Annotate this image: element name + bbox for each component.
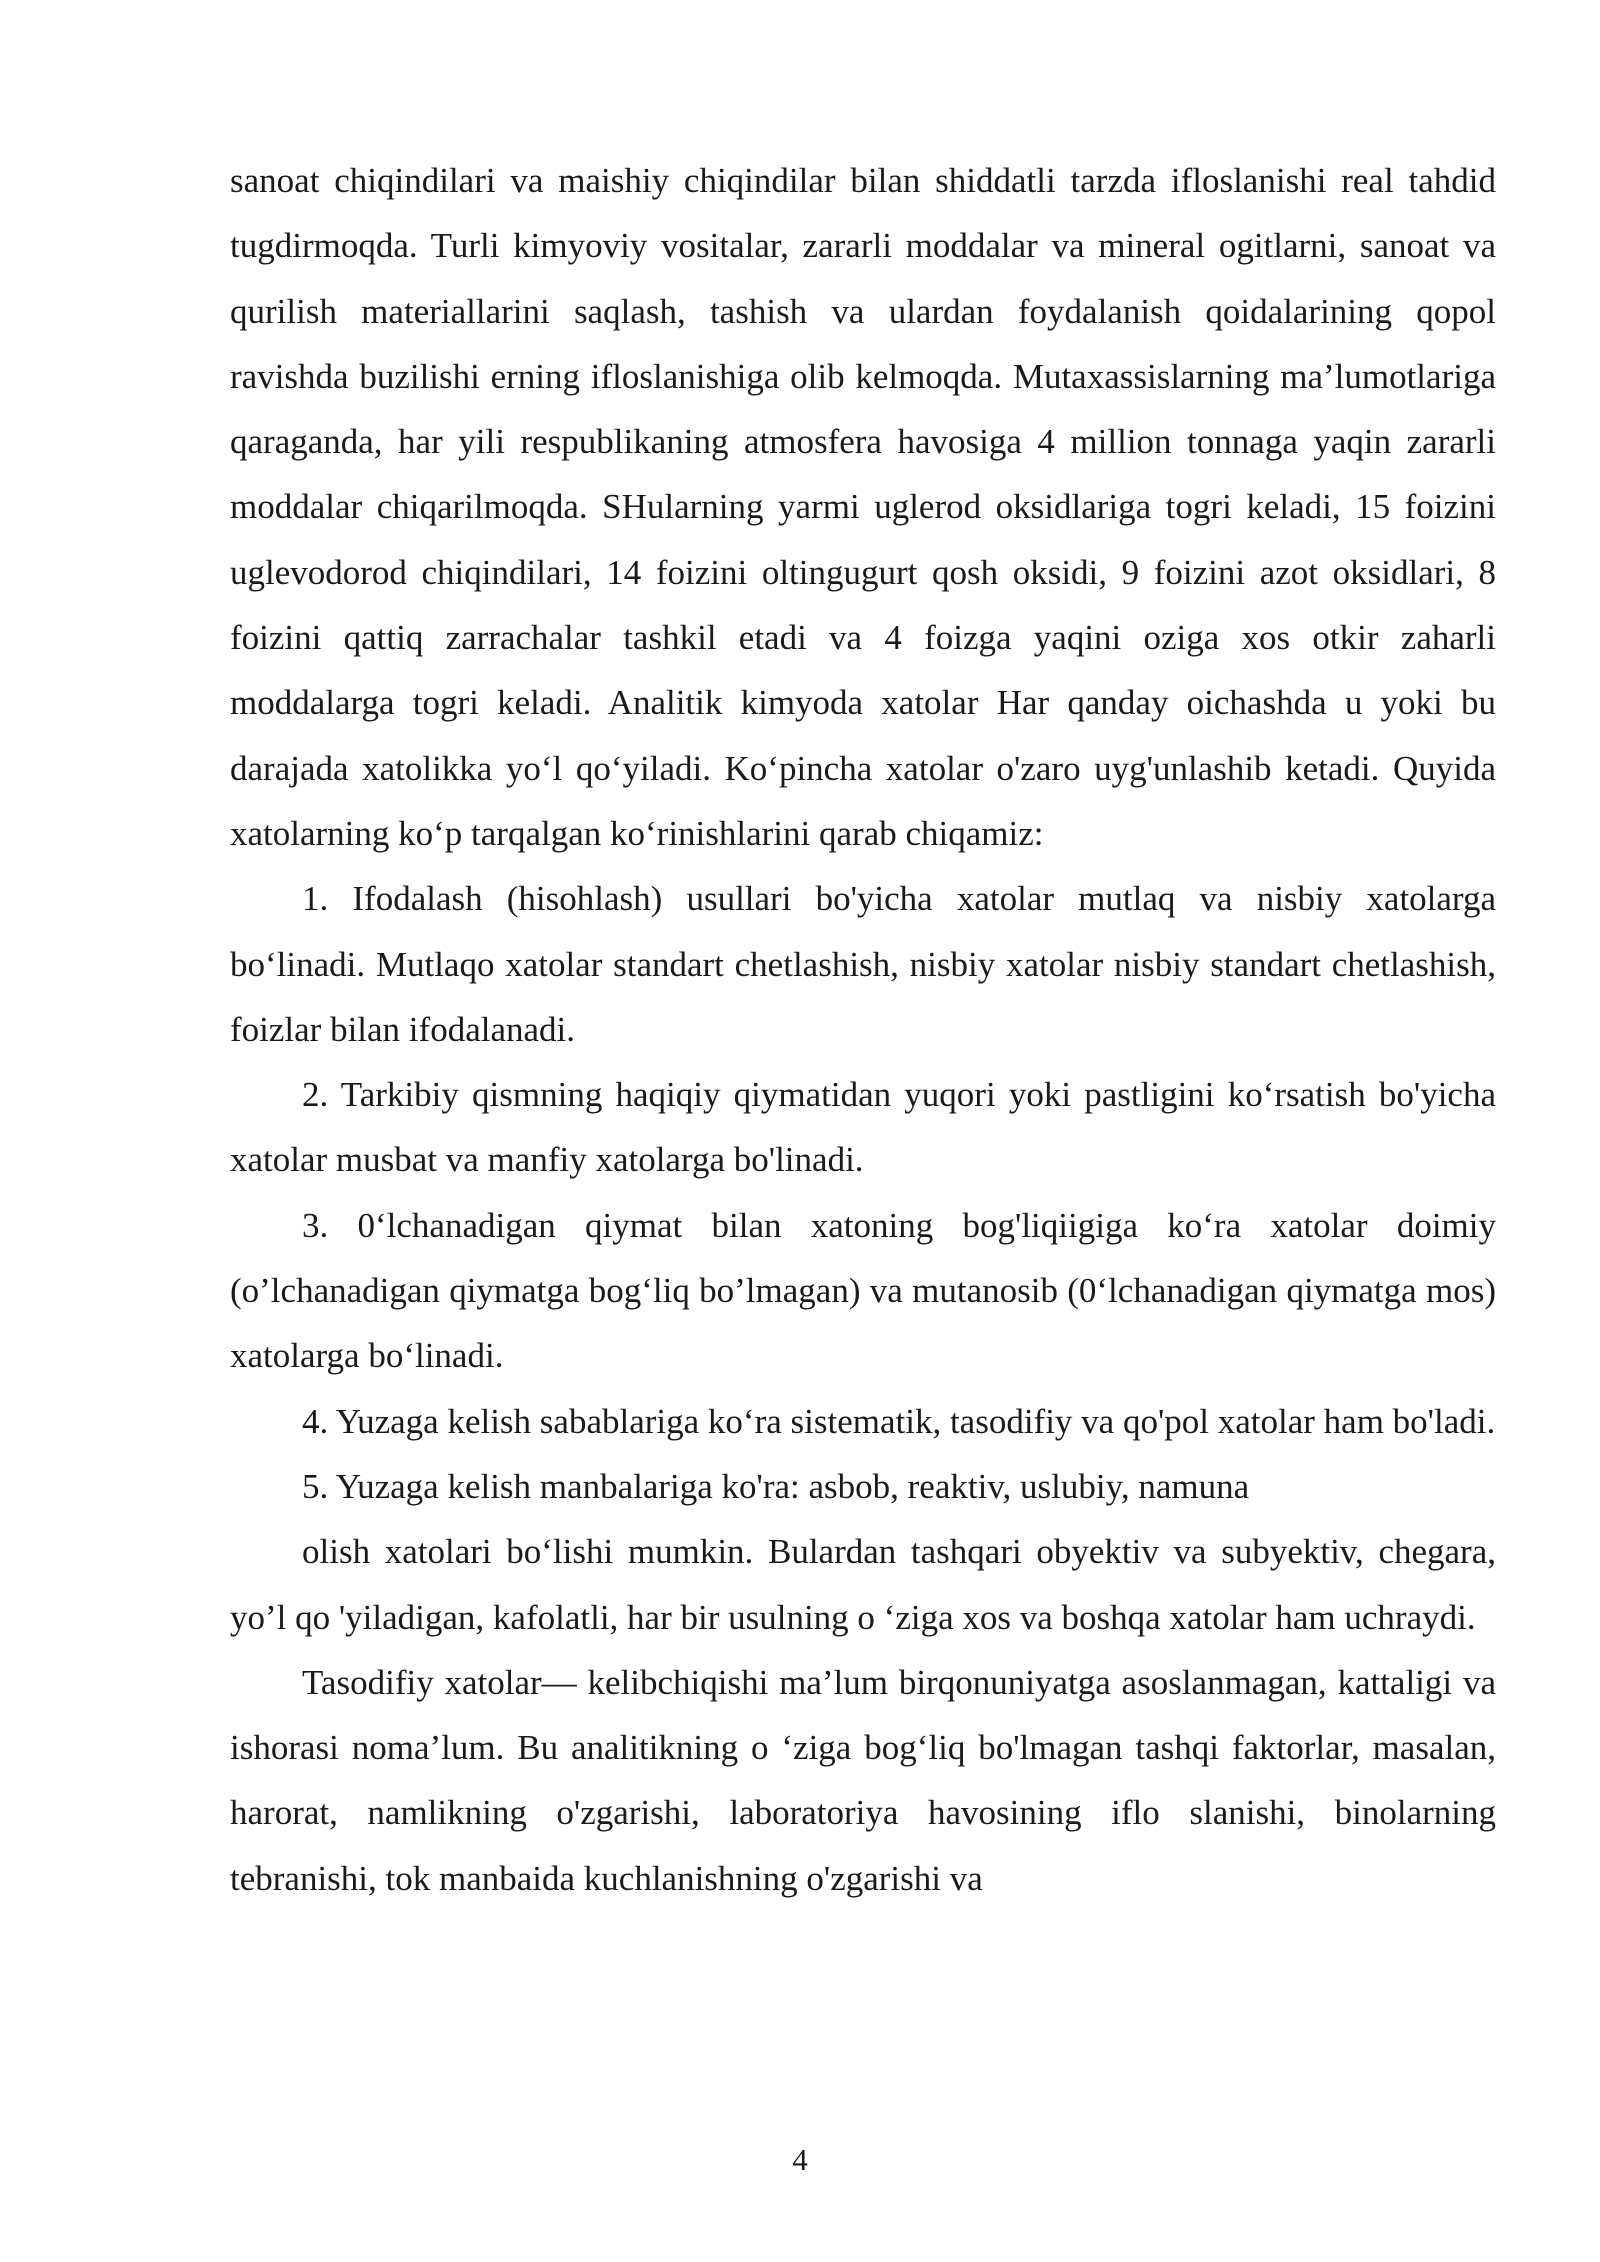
paragraph-random-errors: Tasodifiy xatolar— kelibchiqishi ma’lum birqonuniyatga asoslanmagan, kattaligi va ishorasi noma’lum. Bu analitikning o ‘ziga bog‘liq bo'lmagan tashqi faktorlar, masalan, harorat, namlikning o'zgarishi, laboratoriya havosining iflo slanishi, binolarning tebranishi, tok manbaida kuchlanishning o'zgarishi va bbox=[230, 1662, 1496, 1898]
list-item-4-cause-errors: 4. Yuzaga kelish sabablariga ko‘ra sistematik, tasodifiy va qo'pol xatolar ham bo'ladi. bbox=[302, 1401, 1496, 1441]
list-item-5-source-errors: 5. Yuzaga kelish manbalariga ko'ra: asbob, reaktiv, uslubiy, namuna bbox=[302, 1466, 1250, 1506]
paragraph-pollution-and-errors-intro: sanoat chiqindilari va maishiy chiqindilar bilan shiddatli tarzda ifloslanishi real tahdid tugdirmoqda. Turli kimyoviy vositalar, zararli moddalar va mineral ogitlarni, sanoat va qurilish materiallarini saqlash, tashish va ulardan foydalanish qoidalarining qopol ravishda buzilishi erning ifloslanishiga olib kelmoqda. Mutaxassislarning ma’lumotlariga qaraganda, har yili respublikaning atmosfera havosiga 4 million tonnaga yaqin zararli moddalar chiqarilmoqda. SHularning yarmi uglerod oksidlariga togri keladi, 15 foizini uglevodorod chiqindilari, 14 foizini oltingugurt qosh oksidi, 9 foizini azot oksidlari, 8 foizini qattiq zarrachalar tashkil etadi va 4 foizga yaqini oziga xos otkir zaharli moddalarga togri keladi. Analitik kimyoda xatolar Har qanday oichashda u yoki bu darajada xatolikka yo‘l qo‘yiladi. Ko‘pincha xatolar o'zaro uyg'unlashib ketadi. Quyida xatolarning ko‘p tarqalgan ko‘rinishlarini qarab chiqamiz: bbox=[230, 161, 1496, 853]
list-item-2-sign-errors: 2. Tarkibiy qismning haqiqiy qiymatidan yuqori yoki pastligini ko‘rsatish bo'yicha xatolar musbat va manfiy xatolarga bo'linadi. bbox=[230, 1075, 1496, 1180]
body-text bbox=[230, 148, 1496, 1911]
paragraph-sampling-errors: olish xatolari bo‘lishi mumkin. Bulardan tashqari obyektiv va subyektiv, chegara, yo’l qo 'yiladigan, kafolatli, har bir usulning o ‘ziga xos va boshqa xatolar ham uchraydi. bbox=[230, 1532, 1496, 1637]
list-item-1-expression-errors: 1. Ifodalash (hisohlash) usullari bo'yicha xatolar mutlaq va nisbiy xatolarga bo‘linadi. Mutlaqo xatolar standart chetlashish, nisbiy xatolar nisbiy standart chetlashish, foizlar bilan ifodalanadi. bbox=[230, 879, 1496, 1049]
page-number: 4 bbox=[792, 2142, 808, 2177]
list-item-3-dependence-errors: 3. 0‘lchanadigan qiymat bilan xatoning bog'liqiigiga ko‘ra xatolar doimiy (o’lchanadigan qiymatga bog‘liq bo’lmagan) va mutanosib (0‘lchanadigan qiymatga mos) xatolarga bo‘linadi. bbox=[230, 1205, 1496, 1376]
